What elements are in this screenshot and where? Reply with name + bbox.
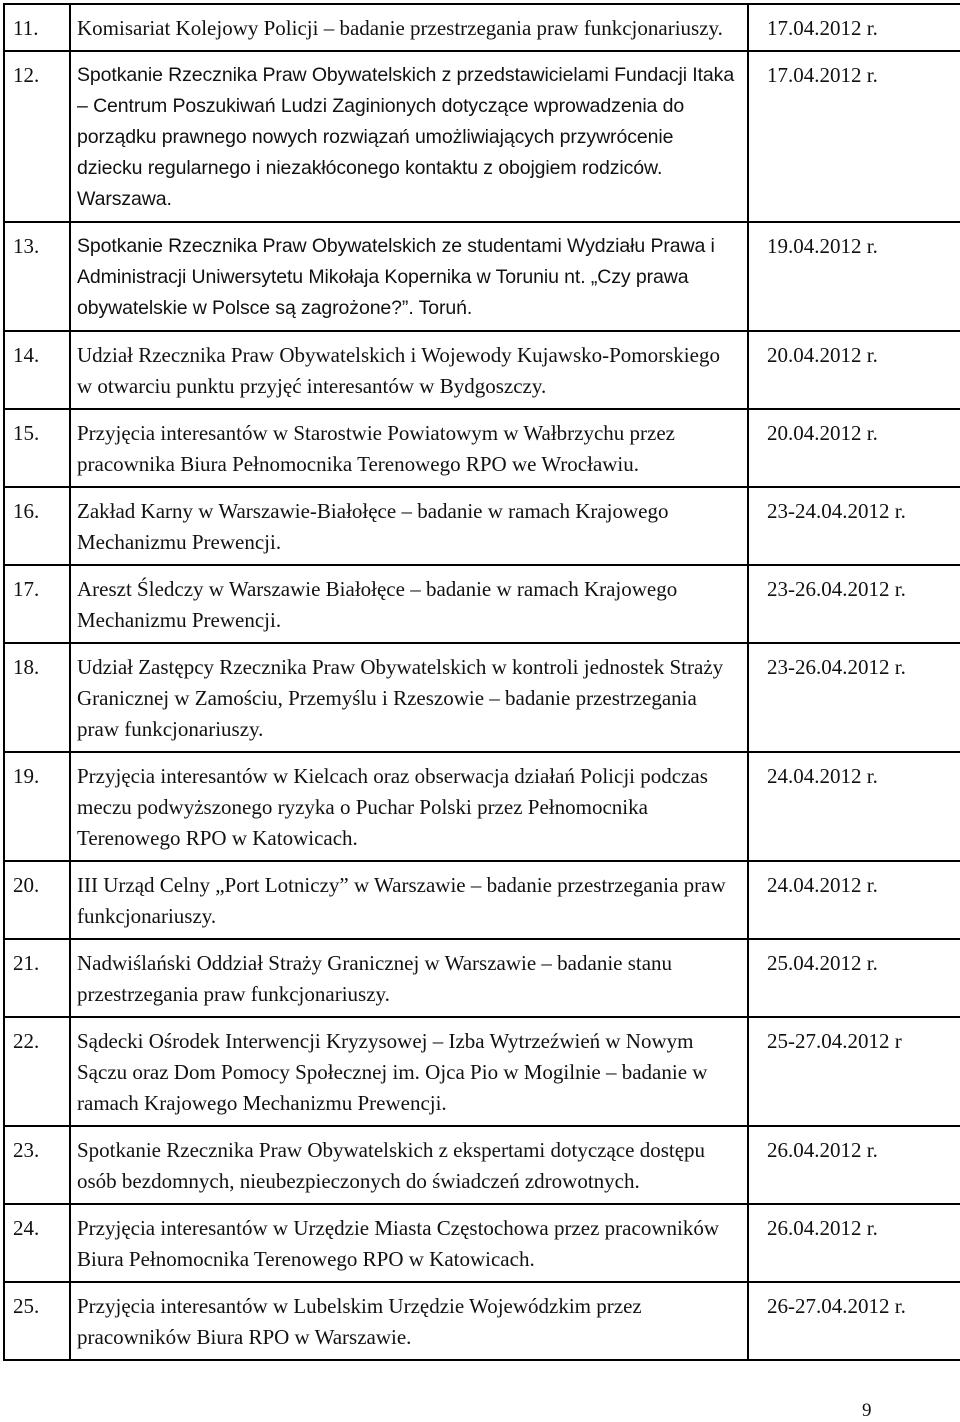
row-date: 26.04.2012 r. (748, 1204, 960, 1282)
row-description: Spotkanie Rzecznika Praw Obywatelskich ze studentami Wydziału Prawa i Administracji Uniwersytetu Mikołaja Kopernika w Toruniu nt. „Czy prawa obywatelskie w Polsce są zagrożone?”. Toruń. (70, 222, 748, 331)
row-description: III Urząd Celny „Port Lotniczy” w Warszawie – badanie przestrzegania praw funkcjonariuszy. (70, 861, 748, 939)
row-date: 23-26.04.2012 r. (748, 643, 960, 752)
row-date: 20.04.2012 r. (748, 409, 960, 487)
row-number: 12. (4, 51, 70, 222)
row-number: 22. (4, 1017, 70, 1126)
row-number: 25. (4, 1282, 70, 1360)
row-date: 26.04.2012 r. (748, 1126, 960, 1204)
row-date: 20.04.2012 r. (748, 331, 960, 409)
table-row (4, 752, 960, 861)
row-date: 23-24.04.2012 r. (748, 487, 960, 565)
row-number: 21. (4, 939, 70, 1017)
row-number: 18. (4, 643, 70, 752)
row-description: Zakład Karny w Warszawie-Białołęce – badanie w ramach Krajowego Mechanizmu Prewencji. (70, 487, 748, 565)
row-description: Udział Zastępcy Rzecznika Praw Obywatelskich w kontroli jednostek Straży Granicznej w Zamościu, Przemyślu i Rzeszowie – badanie przestrzegania praw funkcjonariuszy. (70, 643, 748, 752)
row-number: 20. (4, 861, 70, 939)
row-description: Sądecki Ośrodek Interwencji Kryzysowej – Izba Wytrzeźwień w Nowym Sączu oraz Dom Pomocy Społecznej im. Ojca Pio w Mogilnie – badanie w ramach Krajowego Mechanizmu Prewencji. (70, 1017, 748, 1126)
row-date: 24.04.2012 r. (748, 752, 960, 861)
table-row (4, 643, 960, 752)
table-row (4, 4, 960, 51)
row-description: Przyjęcia interesantów w Kielcach oraz obserwacja działań Policji podczas meczu podwyższonego ryzyka o Puchar Polski przez Pełnomocnika Terenowego RPO w Katowicach. (70, 752, 748, 861)
row-description: Przyjęcia interesantów w Starostwie Powiatowym w Wałbrzychu przez pracownika Biura Pełnomocnika Terenowego RPO we Wrocławiu. (70, 409, 748, 487)
table-row (4, 1017, 960, 1126)
row-date: 25-27.04.2012 r (748, 1017, 960, 1126)
page-number: 9 (862, 1400, 872, 1421)
table-row (4, 939, 960, 1017)
row-date: 26-27.04.2012 r. (748, 1282, 960, 1360)
table-row (4, 565, 960, 643)
row-date: 25.04.2012 r. (748, 939, 960, 1017)
row-number: 15. (4, 409, 70, 487)
row-date: 17.04.2012 r. (748, 4, 960, 51)
table-row (4, 1204, 960, 1282)
table-row (4, 222, 960, 331)
row-number: 24. (4, 1204, 70, 1282)
row-number: 23. (4, 1126, 70, 1204)
row-number: 17. (4, 565, 70, 643)
table-row (4, 409, 960, 487)
row-description: Nadwiślański Oddział Straży Granicznej w Warszawie – badanie stanu przestrzegania praw funkcjonariuszy. (70, 939, 748, 1017)
row-date: 17.04.2012 r. (748, 51, 960, 222)
row-number: 19. (4, 752, 70, 861)
row-description: Spotkanie Rzecznika Praw Obywatelskich z ekspertami dotyczące dostępu osób bezdomnych, nieubezpieczonych do świadczeń zdrowotnych. (70, 1126, 748, 1204)
row-date: 23-26.04.2012 r. (748, 565, 960, 643)
row-description: Areszt Śledczy w Warszawie Białołęce – badanie w ramach Krajowego Mechanizmu Prewencji. (70, 565, 748, 643)
row-number: 13. (4, 222, 70, 331)
row-number: 16. (4, 487, 70, 565)
table-row (4, 51, 960, 222)
row-description: Przyjęcia interesantów w Lubelskim Urzędzie Wojewódzkim przez pracowników Biura RPO w Warszawie. (70, 1282, 748, 1360)
events-table (3, 3, 960, 1361)
row-description: Przyjęcia interesantów w Urzędzie Miasta Częstochowa przez pracowników Biura Pełnomocnika Terenowego RPO w Katowicach. (70, 1204, 748, 1282)
table-row (4, 1126, 960, 1204)
row-date: 19.04.2012 r. (748, 222, 960, 331)
row-number: 14. (4, 331, 70, 409)
row-date: 24.04.2012 r. (748, 861, 960, 939)
table-row (4, 331, 960, 409)
table-row (4, 861, 960, 939)
row-description: Udział Rzecznika Praw Obywatelskich i Wojewody Kujawsko-Pomorskiego w otwarciu punktu przyjęć interesantów w Bydgoszczy. (70, 331, 748, 409)
table-row (4, 487, 960, 565)
row-description: Komisariat Kolejowy Policji – badanie przestrzegania praw funkcjonariuszy. (70, 4, 748, 51)
table-row (4, 1282, 960, 1360)
row-number: 11. (4, 4, 70, 51)
row-description: Spotkanie Rzecznika Praw Obywatelskich z przedstawicielami Fundacji Itaka – Centrum Poszukiwań Ludzi Zaginionych dotyczące wprowadzenia do porządku prawnego nowych rozwiązań umożliwiających przywrócenie dziecku regularnego i niezakłóconego kontaktu z obojgiem rodziców. Warszawa. (70, 51, 748, 222)
